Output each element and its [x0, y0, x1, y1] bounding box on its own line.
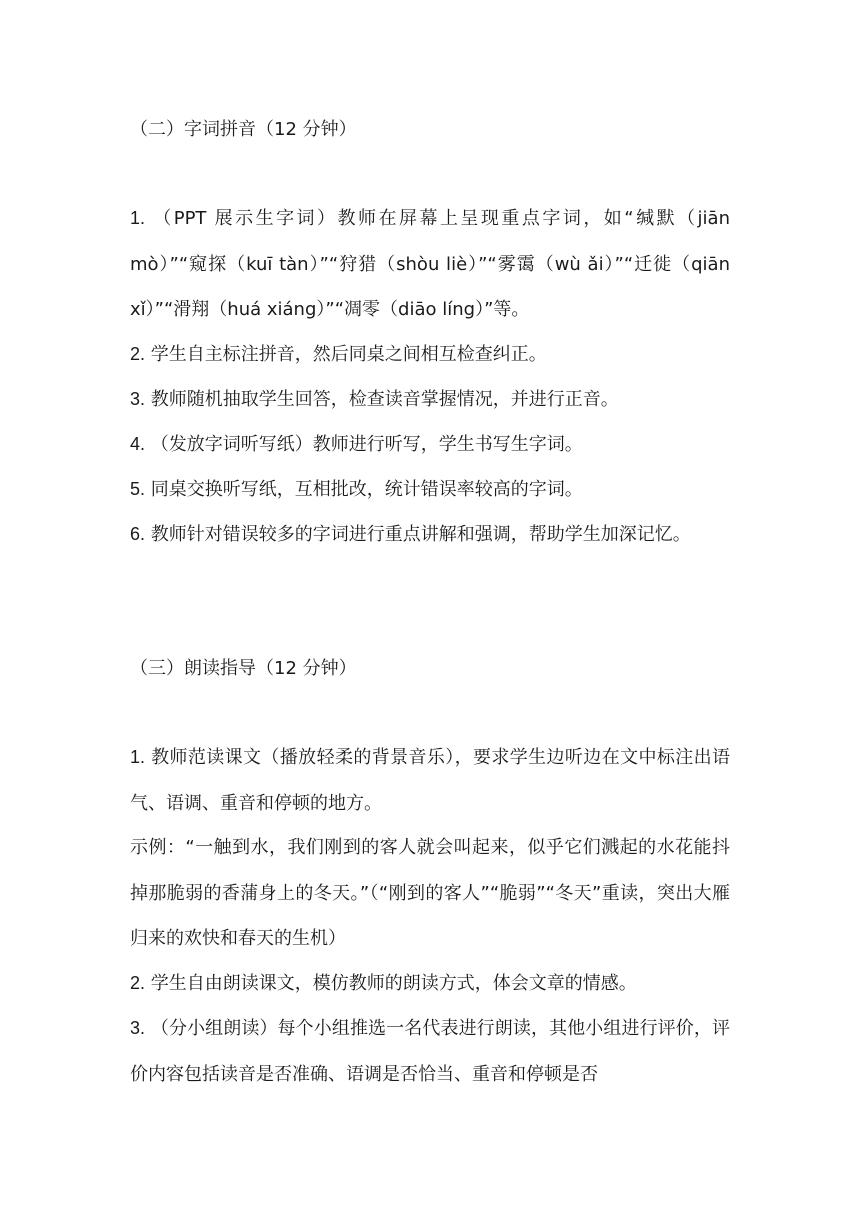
section-heading-text: （二）字词拼音（12 分钟）	[130, 119, 357, 140]
item-text: （发放字词听写纸）教师进行听写，学生书写生字词。	[150, 434, 583, 455]
item-text: 教师针对错误较多的字词进行重点讲解和强调，帮助学生加深记忆。	[150, 524, 691, 545]
list-item	[130, 422, 730, 468]
item-number: 1.	[130, 208, 146, 228]
section-heading-text: （三）朗读指导（12 分钟）	[130, 658, 357, 679]
item-number: 2.	[130, 344, 146, 364]
list-item	[130, 332, 730, 378]
section-heading-3	[130, 654, 357, 684]
item-text: （分小组朗读）每个小组推选一名代表进行朗读，其他小组进行评价，评价内容包括读音是否准确、语调是否恰当、重音和停顿是否	[130, 1018, 730, 1085]
item-text: 教师随机抽取学生回答，检查读音掌握情况，并进行正音。	[150, 389, 619, 410]
list-item	[130, 1006, 730, 1097]
item-number: 3.	[130, 1018, 146, 1038]
item-number: 5.	[130, 479, 146, 499]
item-text: 同桌交换听写纸，互相批改，统计错误率较高的字词。	[150, 479, 583, 500]
list-item	[130, 377, 730, 423]
item-text: 学生自主标注拼音，然后同桌之间相互检查纠正。	[150, 344, 547, 365]
list-item	[130, 961, 730, 1007]
list-item	[130, 196, 730, 333]
item-number: 6.	[130, 524, 146, 544]
list-item	[130, 512, 730, 558]
section-heading-2	[130, 115, 357, 145]
list-item	[130, 467, 730, 513]
item-text: 学生自由朗读课文，模仿教师的朗读方式，体会文章的情感。	[150, 973, 637, 994]
item-number: 4.	[130, 434, 146, 454]
list-item	[130, 735, 730, 826]
example-paragraph	[130, 825, 730, 962]
item-text: 教师范读课文（播放轻柔的背景音乐），要求学生边听边在文中标注出语气、语调、重音和停顿的地方。	[130, 747, 730, 814]
item-number: 3.	[130, 389, 146, 409]
item-number: 1.	[130, 747, 146, 767]
item-text: （PPT 展示生字词）教师在屏幕上呈现重点字词，如“缄默（jiān mò）”“窥探（kuī tàn）”“狩猎（shòu liè）”“雾霭（wù ǎi）”“迁徙（qiān xǐ）”“滑翔（huá xiáng）”“凋零（diāo líng）”等。	[130, 208, 730, 320]
example-text: 示例：“一触到水，我们刚到的客人就会叫起来，似乎它们溅起的水花能抖掉那脆弱的香蒲身上的冬天。”（“刚到的客人”“脆弱”“冬天”重读，突出大雁归来的欢快和春天的生机）	[130, 837, 730, 949]
item-number: 2.	[130, 973, 146, 993]
